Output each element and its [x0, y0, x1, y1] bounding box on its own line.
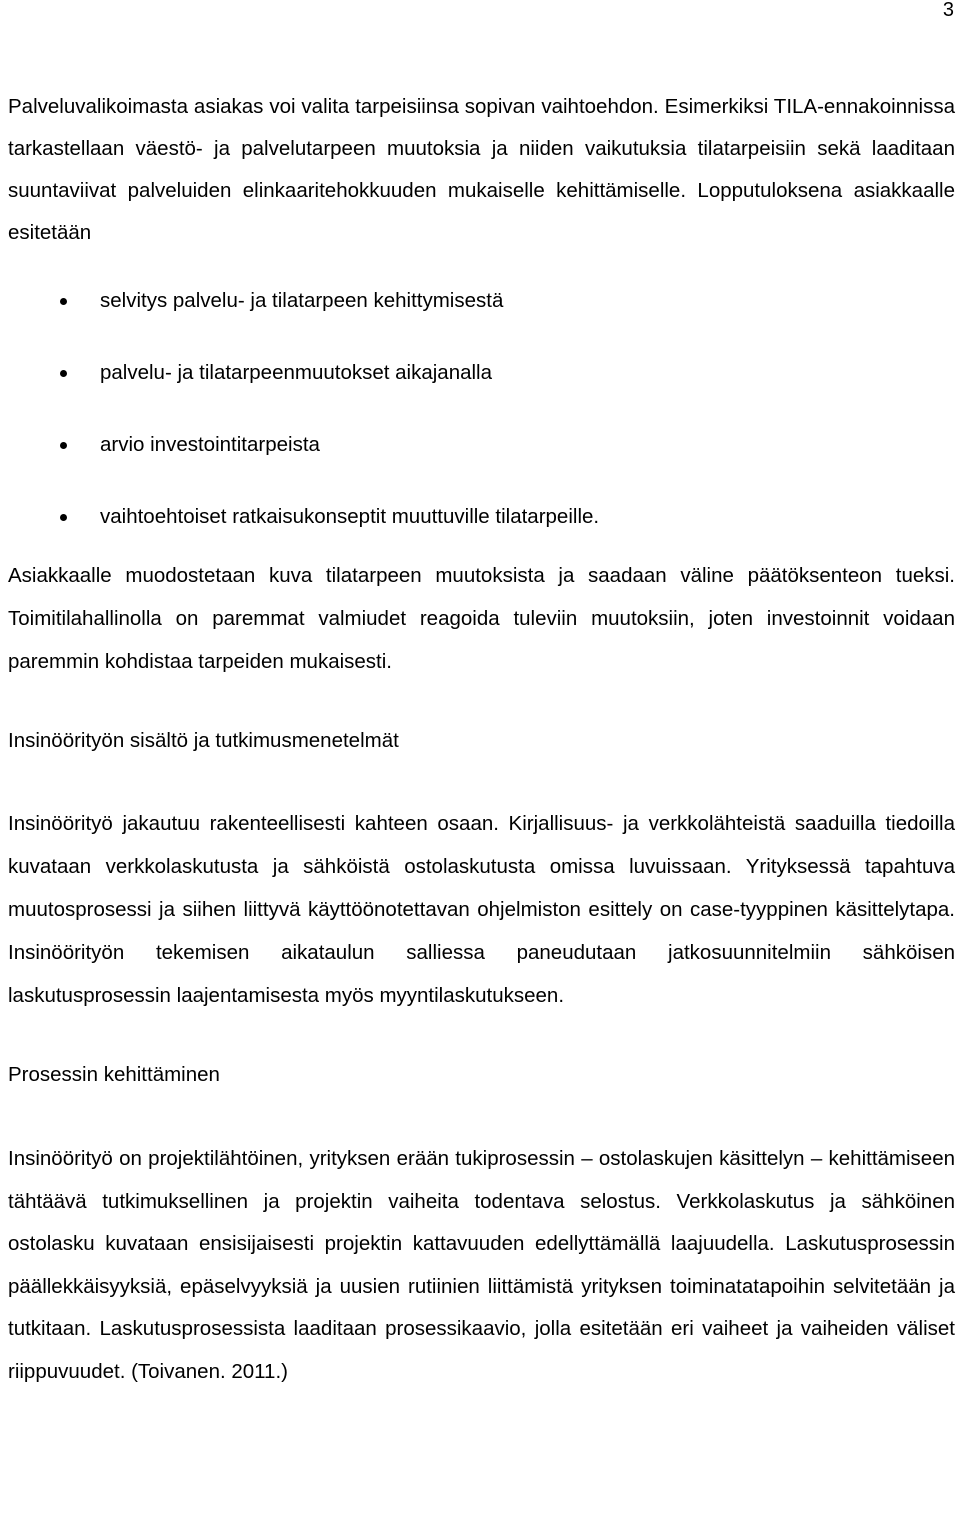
intro-paragraph: Palveluvalikoimasta asiakas voi valita tarpeisiinsa sopivan vaihtoehdon. Esimerkiksi TILA-ennakoinnissa tarkastellaan väestö- ja palvelutarpeen muutoksia ja niiden vaikutuksia tilatarpeisiin sekä laaditaan suuntaviivat palveluiden elinkaaritehokkuuden mukaiselle kehittämiselle. Lopputuloksena asiakkaalle esitetään — [8, 95, 955, 244]
bullet-icon — [60, 370, 67, 377]
bullet-text: arvio investointitarpeista — [100, 433, 320, 456]
paragraph-2: Asiakkaalle muodostetaan kuva tilatarpeen muutoksista ja saadaan väline päätöksenteon tueksi. Toimitilahallinolla on paremmat valmiudet reagoida tuleviin muutoksiin, joten investoinnit voidaan paremmin kohdistaa tarpeiden mukaisesti. — [8, 564, 955, 673]
section-heading-content-methods: Insinöörityön sisältö ja tutkimusmenetelmät — [8, 729, 399, 752]
bullet-text: palvelu- ja tilatarpeenmuutokset aikajanalla — [100, 361, 493, 384]
bullet-item — [8, 424, 955, 496]
bullet-item — [8, 352, 955, 424]
bullet-icon — [60, 514, 67, 521]
paragraph-3: Insinöörityö jakautuu rakenteellisesti kahteen osaan. Kirjallisuus- ja verkkolähteistä saaduilla tiedoilla kuvataan verkkolaskutusta ja sähköistä ostolaskutusta omissa luvuissaan. Yrityksessä tapahtuva muutosprosessi ja siihen liittyvä käyttöönotettavan ohjelmiston esittely on case-tyyppinen käsittelytapa. Insinöörityön tekemisen aikataulun salliessa paneudutaan jatkosuunnitelmiin sähköisen laskutusprosessin laajentamisesta myös myyntilaskutukseen. — [8, 812, 955, 1007]
bullet-item — [8, 280, 955, 352]
bullet-list — [8, 280, 955, 568]
paragraph-4: Insinöörityö on projektilähtöinen, yrityksen erään tukiprosessin – ostolaskujen käsittelyn – kehittämiseen tähtäävä tutkimuksellinen ja projektin vaiheita todentava selostus. Verkkolaskutus ja sähköinen ostolasku kuvataan ensisijaisesti projektin kattavuuden edellyttämällä laajuudella. Laskutusprosessin päällekkäisyyksiä, epäselvyyksiä ja uusien rutiinien liittämistä yrityksen toiminatatapoihin selvitetään ja tutkitaan. Laskutusprosessista laaditaan prosessikaavio, jolla esitetään eri vaiheet ja vaiheiden väliset riippuvuudet. (Toivanen. 2011.) — [8, 1147, 955, 1383]
page-number: 3 — [942, 0, 954, 21]
bullet-icon — [60, 298, 67, 305]
bullet-text: vaihtoehtoiset ratkaisukonseptit muuttuville tilatarpeille. — [100, 505, 600, 528]
bullet-text: selvitys palvelu- ja tilatarpeen kehittymisestä — [100, 289, 504, 312]
section-heading-process-development: Prosessin kehittäminen — [8, 1063, 220, 1086]
bullet-icon — [60, 442, 67, 449]
document-body — [8, 86, 955, 1393]
bullet-item — [8, 496, 955, 568]
